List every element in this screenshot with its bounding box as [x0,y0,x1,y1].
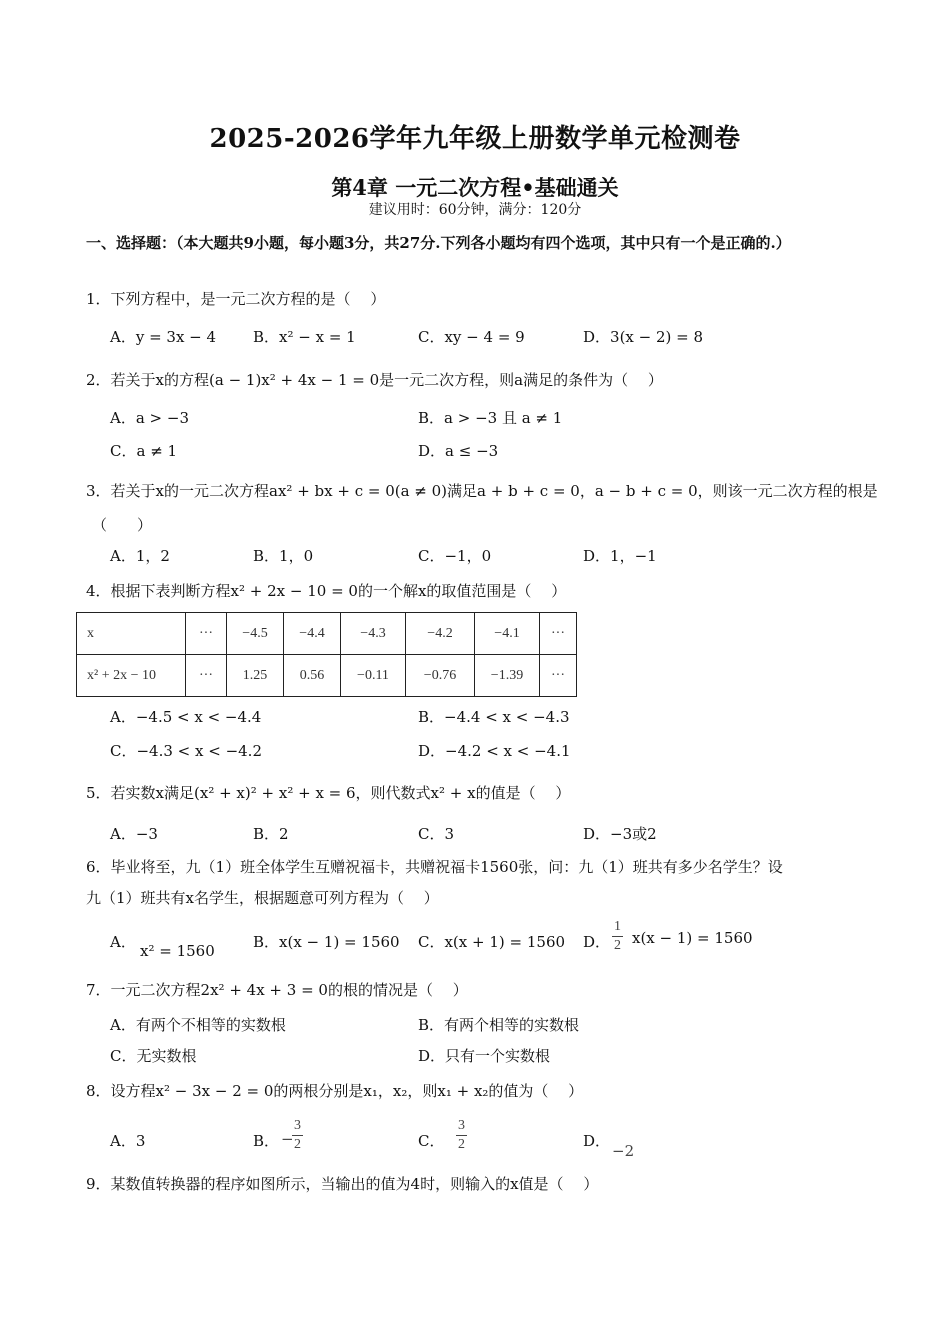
table-cell: ··· [540,613,577,655]
value-table [76,612,577,697]
question-6-stem: 6．毕业将至，九（1）班全体学生互赠祝福卡，共赠祝福卡1560张，问：九（1）班共有多少名学生？设 [86,858,783,876]
question-6-option-d-fraction [612,918,623,955]
fraction-denominator: 2 [294,1137,301,1152]
question-3-stem-cont: （ ） [92,516,153,534]
table-cell: −4.3 [341,613,406,655]
question-9-stem: 9．某数值转换器的程序如图所示，当输出的值为4时，则输入的x值是（ ） [86,1175,599,1193]
table-cell: ··· [186,655,227,697]
question-3-stem: 3．若关于x的一元二次方程ax² + bx + c = 0(a ≠ 0)满足a + b + c = 0，a − b + c = 0，则该一元二次方程的根是 [86,482,878,500]
table-cell: ··· [540,655,577,697]
table-cell: 1.25 [227,655,284,697]
table-cell: ··· [186,613,227,655]
question-2-option-a: A．a > −3 [110,409,189,427]
question-8-option-d-label: D． [583,1132,611,1150]
table-cell: x [77,613,186,655]
table-cell: x² + 2x − 10 [77,655,186,697]
table-row [77,613,577,655]
section-heading: 一、选择题：（本大题共9小题，每小题3分，共27分.下列各小题均有四个选项，其中只有一个是正确的.） [86,234,791,252]
question-1-option-b: B．x² − x = 1 [253,328,356,346]
question-7-option-c: C．无实数根 [110,1047,197,1065]
question-6-option-c: C．x(x + 1) = 1560 [418,933,566,951]
chapter-subtitle: 第4章 一元二次方程•基础通关 [331,175,619,200]
question-2-option-d: D．a ≤ −3 [418,442,499,460]
page-title: 2025-2026学年九年级上册数学单元检测卷 [209,124,741,154]
question-2-stem: 2．若关于x的方程(a − 1)x² + 4x − 1 = 0是一元二次方程，则a满足的条件为（ ） [86,371,663,389]
question-5-option-c: C．3 [418,825,455,843]
question-4-option-a: A．−4.5 < x < −4.4 [110,708,262,726]
question-7-stem: 7．一元二次方程2x² + 4x + 3 = 0的根的情况是（ ） [86,981,468,999]
question-1-option-a: A．y = 3x − 4 [110,328,217,346]
exam-meta: 建议用时：60分钟，满分：120分 [368,202,582,218]
fraction-numerator: 1 [612,918,623,937]
table-cell: −0.11 [341,655,406,697]
table-cell: −4.5 [227,613,284,655]
table-cell: −0.76 [406,655,475,697]
fraction-numerator: 3 [456,1117,467,1136]
question-6-option-d: x(x − 1) = 1560 [632,929,753,947]
question-8-option-b-label: B． [253,1132,280,1150]
question-8-option-c-label: C． [418,1132,445,1150]
fraction-denominator: 2 [458,1137,465,1152]
question-5-option-a: A．−3 [110,825,158,843]
table-row [77,655,577,697]
question-7-option-a: A．有两个不相等的实数根 [110,1016,286,1034]
table-cell: −4.1 [475,613,540,655]
question-6-option-a-label: A． [110,933,136,951]
question-6-option-b: B．x(x − 1) = 1560 [253,933,400,951]
question-6-option-a: x² = 1560 [140,942,215,960]
fraction-denominator: 2 [614,938,621,953]
question-8-stem: 8．设方程x² − 3x − 2 = 0的两根分别是x₁，x₂，则x₁ + x₂的值为（ ） [86,1082,584,1100]
question-1-option-c: C．xy − 4 = 9 [418,328,525,346]
question-5-option-b: B．2 [253,825,289,843]
question-8-option-b-sign: − [281,1130,294,1148]
table-cell: −1.39 [475,655,540,697]
question-3-option-c: C．−1，0 [418,547,492,565]
question-6-stem-cont: 九（1）班共有x名学生，根据题意可列方程为（ ） [86,889,439,907]
question-4-stem: 4．根据下表判断方程x² + 2x − 10 = 0的一个解x的取值范围是（ ） [86,582,567,600]
question-7-option-d: D．只有一个实数根 [418,1047,551,1065]
question-5-stem: 5．若实数x满足(x² + x)² + x² + x = 6，则代数式x² + x的值是（ ） [86,784,571,802]
question-1-stem: 1．下列方程中，是一元二次方程的是（ ） [86,290,386,308]
question-8-option-c-fraction [456,1117,467,1154]
question-4-option-d: D．−4.2 < x < −4.1 [418,742,571,760]
question-8-option-a: A．3 [110,1132,146,1150]
question-8-option-d: −2 [612,1142,635,1160]
question-8-option-b-fraction [292,1117,303,1154]
question-4-option-c: C．−4.3 < x < −4.2 [110,742,262,760]
table-cell: −4.2 [406,613,475,655]
question-2-option-c: C．a ≠ 1 [110,442,178,460]
question-5-option-d: D．−3或2 [583,825,657,843]
table-cell: −4.4 [284,613,341,655]
fraction-numerator: 3 [292,1117,303,1136]
question-3-option-d: D．1，−1 [583,547,657,565]
question-1-option-d: D．3(x − 2) = 8 [583,328,704,346]
question-7-option-b: B．有两个相等的实数根 [418,1016,580,1034]
question-2-option-b: B．a > −3 且 a ≠ 1 [418,409,563,427]
question-4-option-b: B．−4.4 < x < −4.3 [418,708,570,726]
question-3-option-b: B．1，0 [253,547,314,565]
table-cell: 0.56 [284,655,341,697]
question-3-option-a: A．1，2 [110,547,170,565]
question-6-option-d-label: D． [583,933,611,951]
